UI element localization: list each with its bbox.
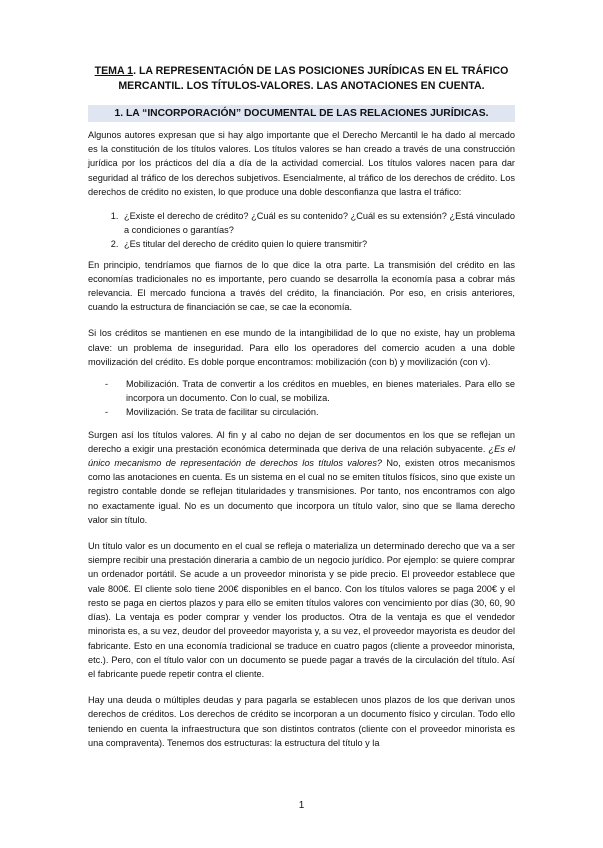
- paragraph-example: Un título valor es un documento en el cual se refleja o materializa un determinado derecho que va a ser siempre recibir una prestación dineraria a cambio de un negocio jurídico. Por ejemplo: se quiere comprar un ordenador portátil. Se acude a un proveedor minorista y se pide precio. El proveedor establece que vale 800€. El cliente solo tiene 200€ disponibles en el banco. Con los títulos valores se paga 200€ y el resto se paga en ciertos plazos y para ello se emiten títulos valores con vencimiento por días (30, 60, 90 días). La ventaja es poder comprar y vender los productos. Otra de la ventaja es que el vendedor minorista es, a su vez, deudor del proveedor mayorista y, a su vez, el proveedor mayorista es deudor del fabricante. Esto en una economía tradicional se traduce en cuatro pagos (cliente a proveedor minorista, etc.). Pero, con el título valor con un documento se puede pagar a través de la circulación del título. Así el fabricante puede repetir contra el cliente.: [88, 541, 515, 679]
- document-body: [88, 128, 515, 762]
- document-title: [90, 64, 513, 94]
- paragraph-insecurity: Si los créditos se mantienen en ese mundo de la intangibilidad de lo que no existe, hay un problema clave: un problema de inseguridad. Para ello los operadores del comercio acuden a una doble movilización del crédito. Es doble porque encontramos: mobilización (con b) y movilización (con v).: [88, 328, 515, 367]
- paragraph-4-end: No, existen otros mecanismos como las anotaciones en cuenta. Es un sistema en el cual no se emiten títulos físicos, sino que existe un registro contable donde se reflejan titularidades y transmisiones. Por tanto, nos encontramos con algo no exactamente igual. No es un documento que incorpora un título valor, sino que se llama derecho valor sin título.: [88, 458, 515, 525]
- question-item: 2. ¿Es titular del derecho de crédito quien lo quiere transmitir?: [121, 237, 515, 251]
- paragraph-transmission: En principio, tendríamos que fiarnos de lo que dice la otra parte. La transmisión del crédito en las economías tradicionales no es importante, pero cuando se desarrolla la economía pasa a cobrar más relevancia. El mercado funciona a través del crédito, la financiación. Por eso, en crisis anteriores, cuando la estructura de financiación se cae, se cae la economía.: [88, 259, 515, 313]
- title-prefix: TEMA 1: [94, 65, 134, 77]
- paragraph-titulos-valores: [88, 428, 515, 527]
- paragraph-4-question: ¿Es el único mecanismo de representación de derechos los títulos valores?: [88, 443, 515, 469]
- dash-item: - Mobilización. Trata de convertir a los créditos en muebles, en bienes materiales. Para ello se incorpora un documento. Con lo cual, se mobiliza.: [126, 377, 515, 405]
- question-item: 1. ¿Existe el derecho de crédito? ¿Cuál es su contenido? ¿Cuál es su extensión? ¿Está vinculado a condiciones o garantías?: [121, 209, 515, 237]
- paragraph-deudas: Hay una deuda o múltiples deudas y para pagarla se establecen unos plazos de los que derivan unos derechos de créditos. Los derechos de crédito se incorporan a un documento físico y circulan. Todo ello teniendo en cuenta la infraestructura que son distintos contratos (cliente con el proveedor minorista es una compraventa). Tenemos dos estructuras: la estructura del título y la: [88, 695, 515, 748]
- questions-list: [88, 209, 515, 252]
- page-number: 1: [298, 800, 305, 811]
- mobilization-list: [88, 377, 515, 420]
- paragraph-4-start: Surgen así los títulos valores. Al fin y al cabo no dejan de ser documentos en los que se reflejan un derecho a exigir una prestación económica determinada que deriva de una relación subyacente.: [88, 429, 515, 454]
- dash-item: - Movilización. Se trata de facilitar su circulación.: [126, 405, 515, 419]
- title-rest: . LA REPRESENTACIÓN DE LAS POSICIONES JURÍDICAS EN EL TRÁFICO MERCANTIL. LOS TÍTULOS-VALORES. LAS ANOTACIONES EN CUENTA.: [118, 65, 509, 92]
- section-heading: 1. LA “INCORPORACIÓN” DOCUMENTAL DE LAS RELACIONES JURÍDICAS.: [88, 105, 515, 122]
- paragraph-intro: Algunos autores expresan que si hay algo importante que el Derecho Mercantil le ha dado al mercado es la constitución de los títulos valores. Los títulos valores se han creado a través de una construcción jurídica por los prácticos del día a día de la actividad comercial. Los títulos valores nacen para dar seguridad al tráfico de los derechos subjetivos. Esencialmente, al tráfico de los derechos de crédito. Los derechos de crédito no existen, lo que produce una doble desconfianza que lastra el tráfico:: [88, 130, 515, 197]
